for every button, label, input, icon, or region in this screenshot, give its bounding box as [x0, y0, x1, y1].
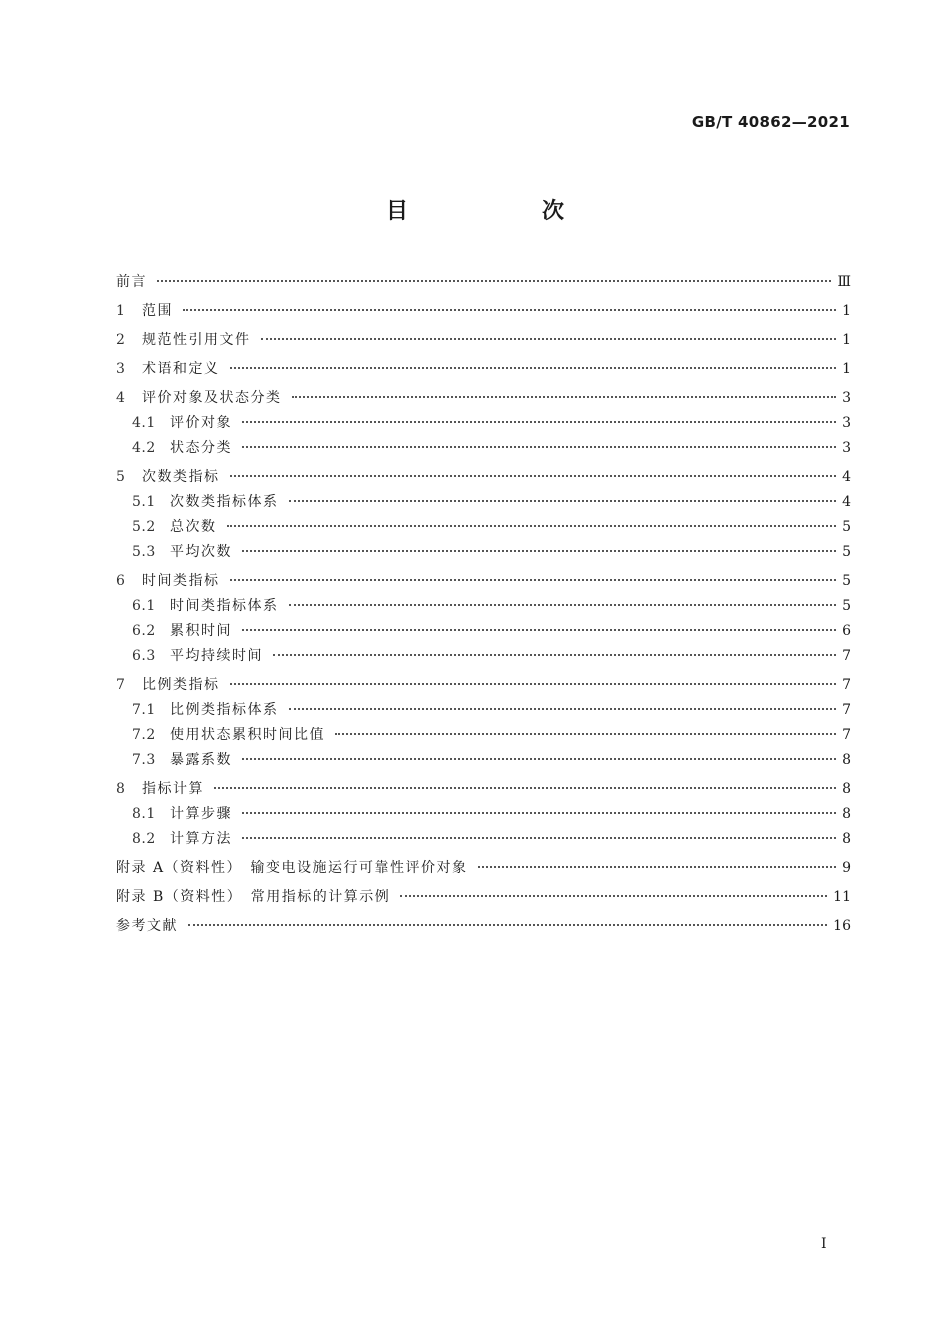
toc-entry-page: 1	[842, 332, 851, 348]
toc-entry-label: 使用状态累积时间比值	[170, 727, 325, 743]
dot-leader	[230, 475, 837, 477]
dot-leader	[242, 421, 836, 423]
dot-leader	[157, 280, 831, 282]
toc-entry-label: 次数类指标	[142, 469, 220, 485]
toc-entry[interactable]	[116, 570, 851, 595]
toc-entry-label: 附录 B（资料性） 常用指标的计算示例	[116, 889, 391, 905]
dot-leader	[214, 787, 836, 789]
toc-entry-page: 1	[842, 361, 851, 377]
toc-entry[interactable]	[116, 358, 851, 383]
dot-leader	[188, 924, 827, 926]
toc-entry-page: 1	[842, 303, 851, 319]
toc-entry[interactable]	[116, 828, 851, 853]
toc-entry[interactable]	[116, 541, 851, 566]
toc-entry[interactable]	[116, 886, 851, 911]
toc-entry[interactable]	[116, 857, 851, 882]
toc-entry-number: 6.3	[132, 648, 156, 664]
toc-entry-page: 8	[842, 781, 851, 797]
toc-entry-page: 3	[842, 415, 851, 431]
toc-entry[interactable]	[116, 516, 851, 541]
toc-entry-number: 7.2	[132, 727, 156, 743]
toc-entry-label: 平均次数	[170, 544, 232, 560]
toc-entry-number: 7.1	[132, 702, 156, 718]
standard-number: GB/T 40862—2021	[691, 113, 850, 131]
toc-entry-page: 7	[842, 727, 851, 743]
dot-leader	[242, 837, 836, 839]
toc-entry-label: 附录 A（资料性） 输变电设施运行可靠性评价对象	[116, 860, 468, 876]
toc-entry[interactable]	[116, 387, 851, 412]
toc-entry-page: 8	[842, 752, 851, 768]
toc-entry-label: 总次数	[170, 519, 217, 535]
toc-entry[interactable]	[116, 271, 851, 296]
dot-leader	[242, 446, 836, 448]
toc-entry-number: 5.3	[132, 544, 156, 560]
toc-entry-label: 状态分类	[170, 440, 232, 456]
table-of-contents	[116, 271, 851, 940]
dot-leader	[230, 367, 837, 369]
dot-leader	[273, 654, 836, 656]
dot-leader	[242, 550, 836, 552]
dot-leader	[289, 708, 837, 710]
toc-entry-label: 时间类指标	[142, 573, 220, 589]
footer-page-number: I	[821, 1236, 827, 1252]
toc-entry-label: 规范性引用文件	[142, 332, 251, 348]
toc-entry-number: 8.1	[132, 806, 156, 822]
dot-leader	[292, 396, 837, 398]
toc-entry-number: 7.3	[132, 752, 156, 768]
toc-entry-number: 1	[116, 303, 126, 319]
toc-entry[interactable]	[116, 437, 851, 462]
toc-entry-page: 5	[842, 598, 851, 614]
toc-entry[interactable]	[116, 300, 851, 325]
dot-leader	[261, 338, 837, 340]
toc-entry-page: 16	[833, 918, 851, 934]
dot-leader	[230, 579, 837, 581]
toc-entry-label: 术语和定义	[142, 361, 220, 377]
toc-entry-label: 平均持续时间	[170, 648, 263, 664]
toc-entry-number: 5.2	[132, 519, 156, 535]
toc-entry-label: 累积时间	[170, 623, 232, 639]
toc-entry-number: 7	[116, 677, 126, 693]
toc-entry-label: 暴露系数	[170, 752, 232, 768]
toc-entry-page: 3	[842, 440, 851, 456]
dot-leader	[335, 733, 836, 735]
toc-entry-page: 8	[842, 831, 851, 847]
toc-entry-number: 4	[116, 390, 126, 406]
toc-entry-page: 11	[833, 889, 851, 905]
toc-entry-number: 4.2	[132, 440, 156, 456]
toc-entry-number: 4.1	[132, 415, 156, 431]
toc-entry-label: 时间类指标体系	[170, 598, 279, 614]
toc-entry-page: 4	[842, 469, 851, 485]
toc-entry-number: 8.2	[132, 831, 156, 847]
dot-leader	[400, 895, 827, 897]
toc-entry[interactable]	[116, 620, 851, 645]
toc-entry-page: 6	[842, 623, 851, 639]
toc-entry[interactable]	[116, 778, 851, 803]
toc-entry-number: 2	[116, 332, 126, 348]
toc-entry-page: 5	[842, 573, 851, 589]
dot-leader	[242, 758, 836, 760]
toc-entry-label: 评价对象	[170, 415, 232, 431]
dot-leader	[478, 866, 837, 868]
toc-entry-label: 计算步骤	[170, 806, 232, 822]
toc-entry-page: Ⅲ	[837, 274, 851, 290]
toc-entry[interactable]	[116, 803, 851, 828]
toc-entry-page: 7	[842, 648, 851, 664]
toc-entry[interactable]	[116, 674, 851, 699]
toc-entry-page: 9	[842, 860, 851, 876]
toc-entry-number: 6.1	[132, 598, 156, 614]
toc-entry[interactable]	[116, 412, 851, 437]
dot-leader	[227, 525, 837, 527]
toc-entry-label: 指标计算	[142, 781, 204, 797]
toc-entry[interactable]	[116, 699, 851, 724]
toc-entry-page: 3	[842, 390, 851, 406]
toc-entry[interactable]	[116, 595, 851, 620]
toc-entry-number: 5.1	[132, 494, 156, 510]
toc-entry-page: 5	[842, 519, 851, 535]
toc-entry[interactable]	[116, 329, 851, 354]
dot-leader	[289, 604, 837, 606]
toc-entry-number: 3	[116, 361, 126, 377]
dot-leader	[230, 683, 837, 685]
dot-leader	[242, 629, 836, 631]
toc-entry-label: 范围	[142, 303, 173, 319]
toc-entry-page: 5	[842, 544, 851, 560]
toc-entry-label: 参考文献	[116, 918, 178, 934]
toc-entry-page: 8	[842, 806, 851, 822]
toc-entry-page: 7	[842, 677, 851, 693]
toc-entry-label: 评价对象及状态分类	[142, 390, 282, 406]
dot-leader	[183, 309, 836, 311]
toc-entry[interactable]	[116, 491, 851, 516]
toc-entry-number: 6	[116, 573, 126, 589]
toc-entry-number: 6.2	[132, 623, 156, 639]
toc-entry[interactable]	[116, 749, 851, 774]
toc-entry[interactable]	[116, 915, 851, 940]
toc-entry-label: 次数类指标体系	[170, 494, 279, 510]
toc-entry-label: 计算方法	[170, 831, 232, 847]
toc-entry-label: 比例类指标体系	[170, 702, 279, 718]
toc-entry[interactable]	[116, 724, 851, 749]
dot-leader	[289, 500, 837, 502]
toc-entry-page: 4	[842, 494, 851, 510]
toc-entry-number: 8	[116, 781, 126, 797]
toc-entry[interactable]	[116, 466, 851, 491]
toc-entry-label: 比例类指标	[142, 677, 220, 693]
toc-entry-page: 7	[842, 702, 851, 718]
dot-leader	[242, 812, 836, 814]
toc-entry-number: 5	[116, 469, 126, 485]
toc-entry[interactable]	[116, 645, 851, 670]
page-title: 目 次	[385, 199, 620, 224]
toc-entry-label: 前言	[116, 274, 147, 290]
